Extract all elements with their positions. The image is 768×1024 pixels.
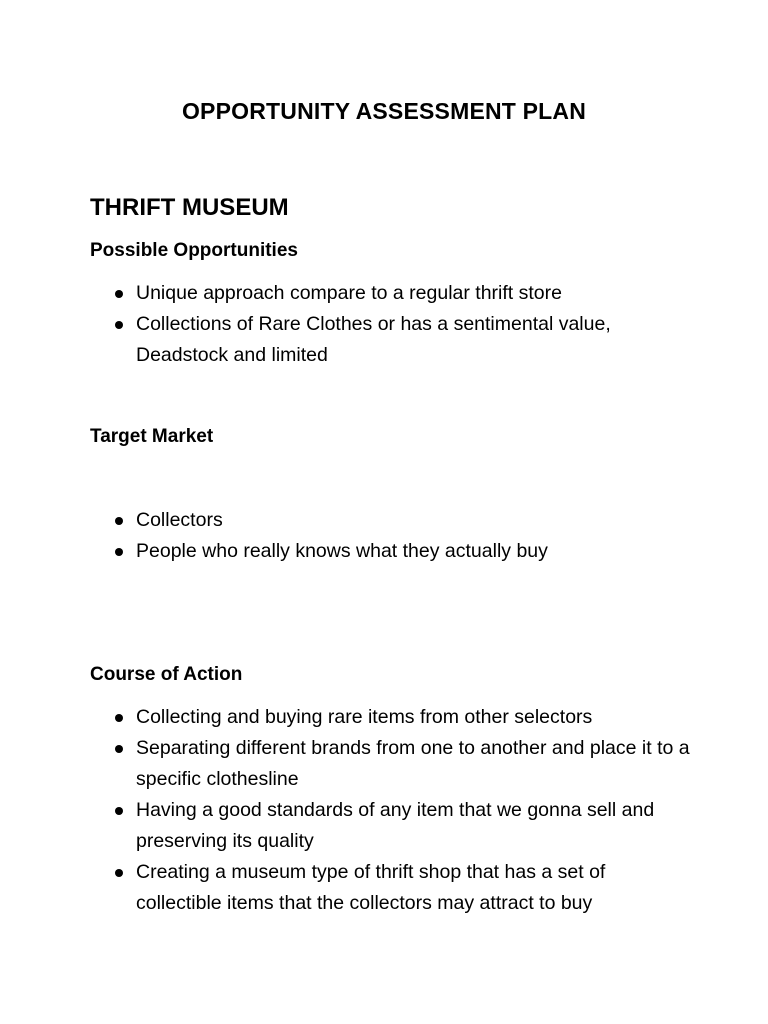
section-title: THRIFT MUSEUM xyxy=(90,194,289,221)
document-title: OPPORTUNITY ASSESSMENT PLAN xyxy=(181,98,587,124)
bullet-icon xyxy=(115,548,123,556)
list-item-text: Collectors xyxy=(136,509,223,531)
course-of-action-list xyxy=(90,702,690,919)
list-item-text: Unique approach compare to a regular thrift store xyxy=(136,282,562,304)
list-item-text: Having a good standards of any item that we gonna sell and preserving its quality xyxy=(136,799,655,852)
bullet-icon xyxy=(115,714,123,722)
list-item-text: Separating different brands from one to another and place it to a specific clothesline xyxy=(136,737,690,790)
possible-opportunities-list xyxy=(90,278,690,371)
target-market-list xyxy=(90,505,690,567)
list-item xyxy=(90,702,690,733)
list-item-text: Collections of Rare Clothes or has a sentimental value, Deadstock and limited xyxy=(136,313,611,366)
list-item xyxy=(90,795,690,857)
list-item-text: Collecting and buying rare items from other selectors xyxy=(136,706,593,728)
list-item xyxy=(90,536,690,567)
bullet-icon xyxy=(115,869,123,877)
list-item xyxy=(90,733,690,795)
bullet-icon xyxy=(115,807,123,815)
bullet-icon xyxy=(115,745,123,753)
course-of-action-heading: Course of Action xyxy=(90,664,243,685)
list-item xyxy=(90,278,690,309)
list-item-text: Creating a museum type of thrift shop that has a set of collectible items that the collectors may attract to buy xyxy=(136,861,606,914)
bullet-icon xyxy=(115,290,123,298)
list-item xyxy=(90,309,690,371)
target-market-heading: Target Market xyxy=(90,426,214,447)
bullet-icon xyxy=(115,321,123,329)
list-item xyxy=(90,857,690,919)
list-item-text: People who really knows what they actually buy xyxy=(136,540,548,562)
list-item xyxy=(90,505,690,536)
bullet-icon xyxy=(115,517,123,525)
possible-opportunities-heading: Possible Opportunities xyxy=(90,240,298,261)
